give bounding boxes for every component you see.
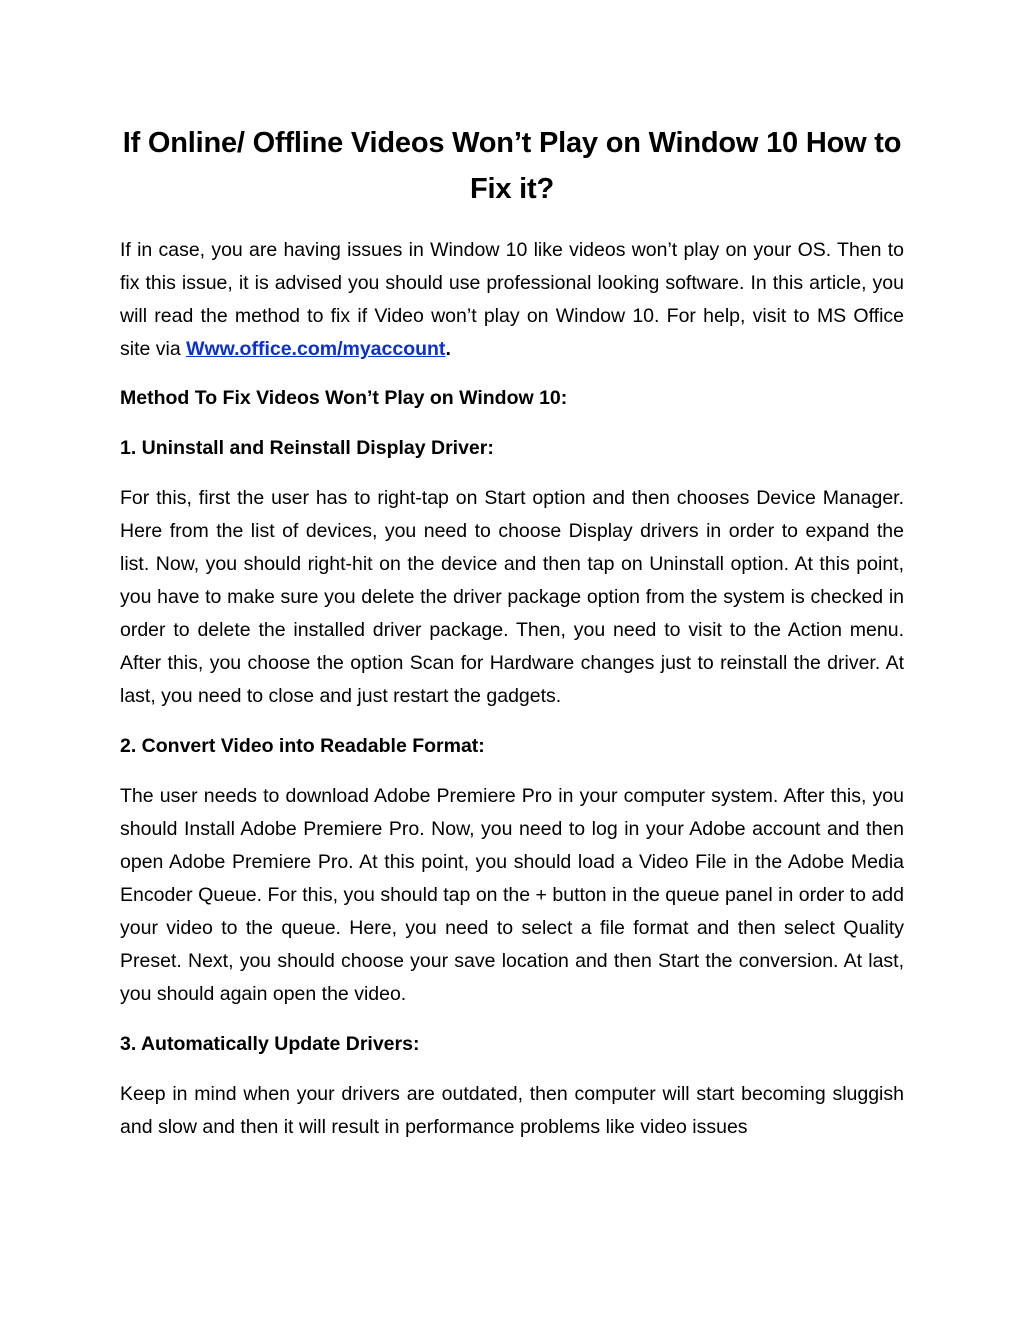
step-3-body: Keep in mind when your drivers are outdated, then computer will start becoming sluggish and slow and then it will result in performance problems like video issues <box>120 1083 904 1138</box>
intro-text: If in case, you are having issues in Window 10 like videos won’t play on your OS. Then to fix this issue, it is advised you should use professional looking software. In this article, you will read the method to fix if Video won’t play on Window 10. For help, visit to MS Office site via <box>120 239 904 360</box>
step-1-heading: 1. Uninstall and Reinstall Display Driver: <box>120 437 494 459</box>
intro-paragraph <box>120 234 904 366</box>
office-account-link[interactable]: Www.office.com/myaccount <box>186 338 446 360</box>
intro-trailing: . <box>445 338 451 360</box>
step-2-heading: 2. Convert Video into Readable Format: <box>120 735 485 757</box>
document-title: If Online/ Offline Videos Won’t Play on Window 10 How to Fix it? <box>122 127 902 205</box>
step-2-body: The user needs to download Adobe Premiere Pro in your computer system. After this, you should Install Adobe Premiere Pro. Now, you need to log in your Adobe account and then open Adobe Premiere Pro. At this point, you should load a Video File in the Adobe Media Encoder Queue. For this, you should tap on the + button in the queue panel in order to add your video to the queue. Here, you need to select a file format and then select Quality Preset. Next, you should choose your save location and then Start the conversion. At last, you should again open the video. <box>120 785 904 1005</box>
step-1-body: For this, first the user has to right-tap on Start option and then chooses Device Manager. Here from the list of devices, you need to choose Display drivers in order to expand the list. Now, you should right-hit on the device and then tap on Uninstall option. At this point, you have to make sure you delete the driver package option from the system is checked in order to delete the installed driver package. Then, you need to visit to the Action menu. After this, you choose the option Scan for Hardware changes just to reinstall the driver. At last, you need to close and just restart the gadgets. <box>120 487 904 707</box>
document-page <box>120 0 904 1144</box>
step-3-heading: 3. Automatically Update Drivers: <box>120 1033 420 1055</box>
method-heading: Method To Fix Videos Won’t Play on Window 10: <box>120 387 568 409</box>
